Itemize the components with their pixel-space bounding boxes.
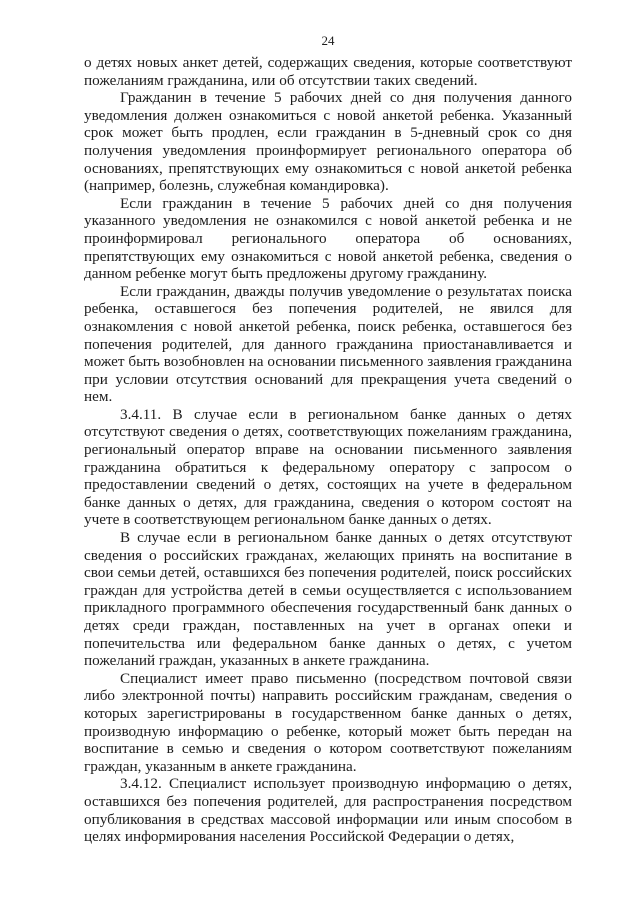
paragraph-continuation: о детях новых анкет детей, содержащих сведения, которые соответствуют пожеланиям гражданина, или об отсутствии таких сведений. [84,54,572,89]
paragraph-specialist-right: Специалист имеет право письменно (посредством почтовой связи либо электронной почты) направить российским гражданам, сведения о которых зарегистрированы в государственном банке данных о детях, производную информацию о ребенке, который может быть передан на воспитание в семью и сведения о котором соответствуют пожеланиям граждан, указанным в анкете гражданина. [84,669,572,775]
page-number: 24 [321,33,335,48]
paragraph-no-citizens-info: В случае если в региональном банке данных о детях отсутствуют сведения о российских гражданах, желающих принять на воспитание в свои семьи детей, оставшихся без попечения родителей, поиск российских граждан для устройства детей в семьи осуществляется с использованием прикладного программного обеспечения государственный банк данных о детях среди граждан, поставленных на учет в органах опеки и попечительства или федеральном банке данных о детях, с учетом пожеланий граждан, указанных в анкете гражданина. [84,529,572,670]
paragraph-not-acquainted: Если гражданин в течение 5 рабочих дней со дня получения указанного уведомления не ознакомился с новой анкетой ребенка и не проинформировал регионального оператора об основаниях, препятствующих ему ознакомиться с новой анкетой ребенка, сведения о данном ребенке могут быть предложены другому гражданину. [84,194,572,283]
paragraph-acquaintance-deadline: Гражданин в течение 5 рабочих дней со дня получения данного уведомления должен ознакомиться с новой анкетой ребенка. Указанный срок может быть продлен, если гражданин в 5-дневный срок со дня получения уведомления проинформирует регионального оператора об основаниях, препятствующих ему ознакомиться с новой анкетой ребенка (например, болезнь, служебная командировка). [84,89,572,195]
document-body [84,54,572,846]
paragraph-3-4-12: 3.4.12. Специалист использует производную информацию о детях, оставшихся без попечения родителей, для распространения посредством опубликования в средствах массовой информации или иным способом в целях информирования населения Российской Федерации о детях, [84,775,572,846]
paragraph-3-4-11: 3.4.11. В случае если в региональном банке данных о детях отсутствуют сведения о детях, соответствующих пожеланиям гражданина, региональный оператор вправе на основании письменного заявления гражданина обратиться к федеральному оператору с запросом о предоставлении сведений о детях, состоящих на учете в федеральном банке данных о детях, для гражданина, сведения о котором состоят на учете в соответствующем региональном банке данных о детях. [84,405,572,529]
paragraph-search-suspended: Если гражданин, дважды получив уведомление о результатах поиска ребенка, оставшегося без попечения родителей, не явился для ознакомления с новой анкетой ребенка, поиск ребенка, оставшегося без попечения родителей, для данного гражданина приостанавливается и может быть возобновлен на основании письменного заявления гражданина при условии отсутствия оснований для прекращения учета сведений о нем. [84,282,572,406]
